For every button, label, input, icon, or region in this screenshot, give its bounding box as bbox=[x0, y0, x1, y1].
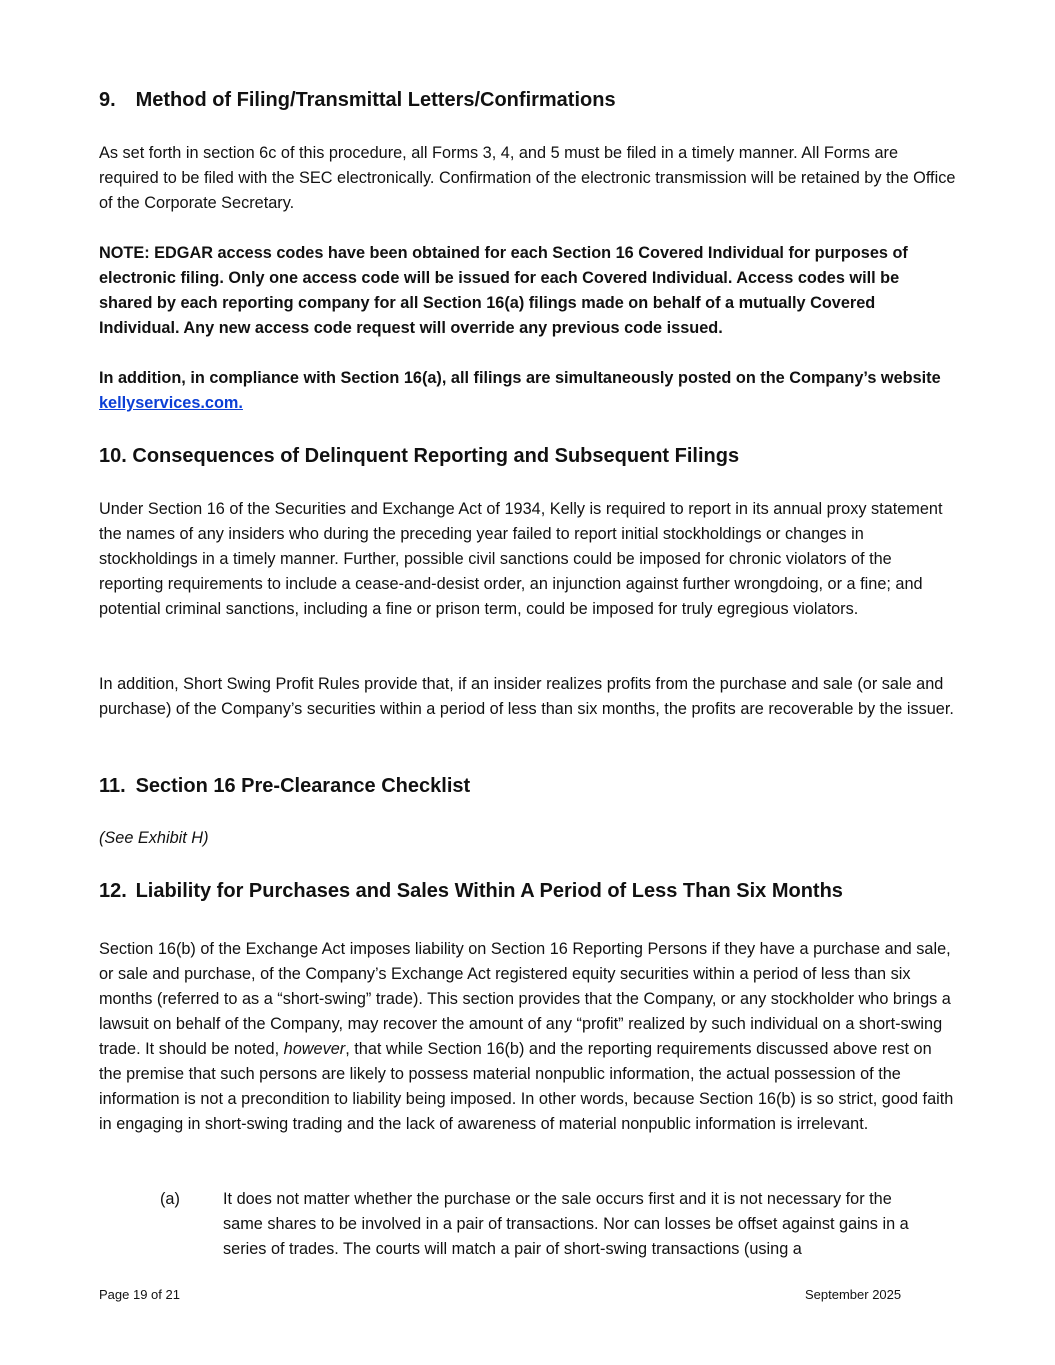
section-11-heading: 11. Section 16 Pre-Clearance Checklist bbox=[99, 775, 471, 797]
kellyservices-link[interactable]: kellyservices.com. bbox=[99, 394, 243, 412]
list-item-a: (a) It does not matter whether the purchase or the sale occurs first and it is not necessary for the same shares to be involved in a pair of transactions. Nor can losses be offset against gains in a series of trades. The courts will match a pair of short-swing transactions (using a bbox=[160, 1190, 909, 1258]
edgar-note: NOTE: EDGAR access codes have been obtained for each Section 16 Covered Individual for purposes of electronic filing. Only one access code will be issued for each Covered Individual. Access codes will be shared by each reporting company for all Section 16(a) filings made on behalf of a mutually Covered Individual. Any new access code request will override any previous code issued. bbox=[99, 244, 908, 337]
website-posting-paragraph: In addition, in compliance with Section 16(a), all filings are simultaneously posted on the Company’s website kellyservices.com. bbox=[99, 369, 941, 412]
section-9-heading: 9. Method of Filing/Transmittal Letters/Confirmations bbox=[99, 89, 616, 111]
section-9-paragraph: As set forth in section 6c of this procedure, all Forms 3, 4, and 5 must be filed in a timely manner. All Forms are required to be filed with the SEC electronically. Confirmation of the electronic transmission will be retained by the Office of the Corporate Secretary. bbox=[99, 144, 956, 212]
section-10-paragraph-2: In addition, Short Swing Profit Rules provide that, if an insider realizes profits from the purchase and sale (or sale and purchase) of the Company’s securities within a period of less than six months, the profits are recoverable by the issuer. bbox=[99, 675, 954, 718]
page-number: Page 19 of 21 bbox=[99, 1287, 180, 1302]
footer-date: September 2025 bbox=[805, 1287, 902, 1302]
section-10-paragraph-1: Under Section 16 of the Securities and Exchange Act of 1934, Kelly is required to report in its annual proxy statement the names of any insiders who during the preceding year failed to report initial stockholdings or changes in stockholdings in a timely manner. Further, possible civil sanctions could be imposed for chronic violators of the reporting requirements to include a cease-and-desist order, an injunction against further wrongdoing, or a fine; and potential criminal sanctions, including a fine or prison term, could be imposed for truly egregious violators. bbox=[99, 500, 943, 618]
exhibit-reference: (See Exhibit H) bbox=[99, 829, 209, 847]
section-12-paragraph: Section 16(b) of the Exchange Act imposes liability on Section 16 Reporting Persons if they have a purchase and sale, or sale and purchase, of the Company’s Exchange Act registered equity securities within a period of less than six months (referred to as a “short-swing” trade). This section provides that the Company, or any stockholder who brings a lawsuit on behalf of the Company, may recover the amount of any “profit” realized by such individual on a short-swing trade. It should be noted, however, that while Section 16(b) and the reporting requirements discussed above rest on the premise that such persons are likely to possess material nonpublic information, the actual possession of the information is not a precondition to liability being imposed. In other words, because Section 16(b) is so strict, good faith in engaging in short-swing trading and the lack of awareness of material nonpublic information is irrelevant. bbox=[99, 940, 954, 1133]
section-10-heading: 10. Consequences of Delinquent Reporting and Subsequent Filings bbox=[99, 445, 740, 467]
section-12-heading: 12. Liability for Purchases and Sales Within A Period of Less Than Six Months bbox=[99, 880, 843, 902]
